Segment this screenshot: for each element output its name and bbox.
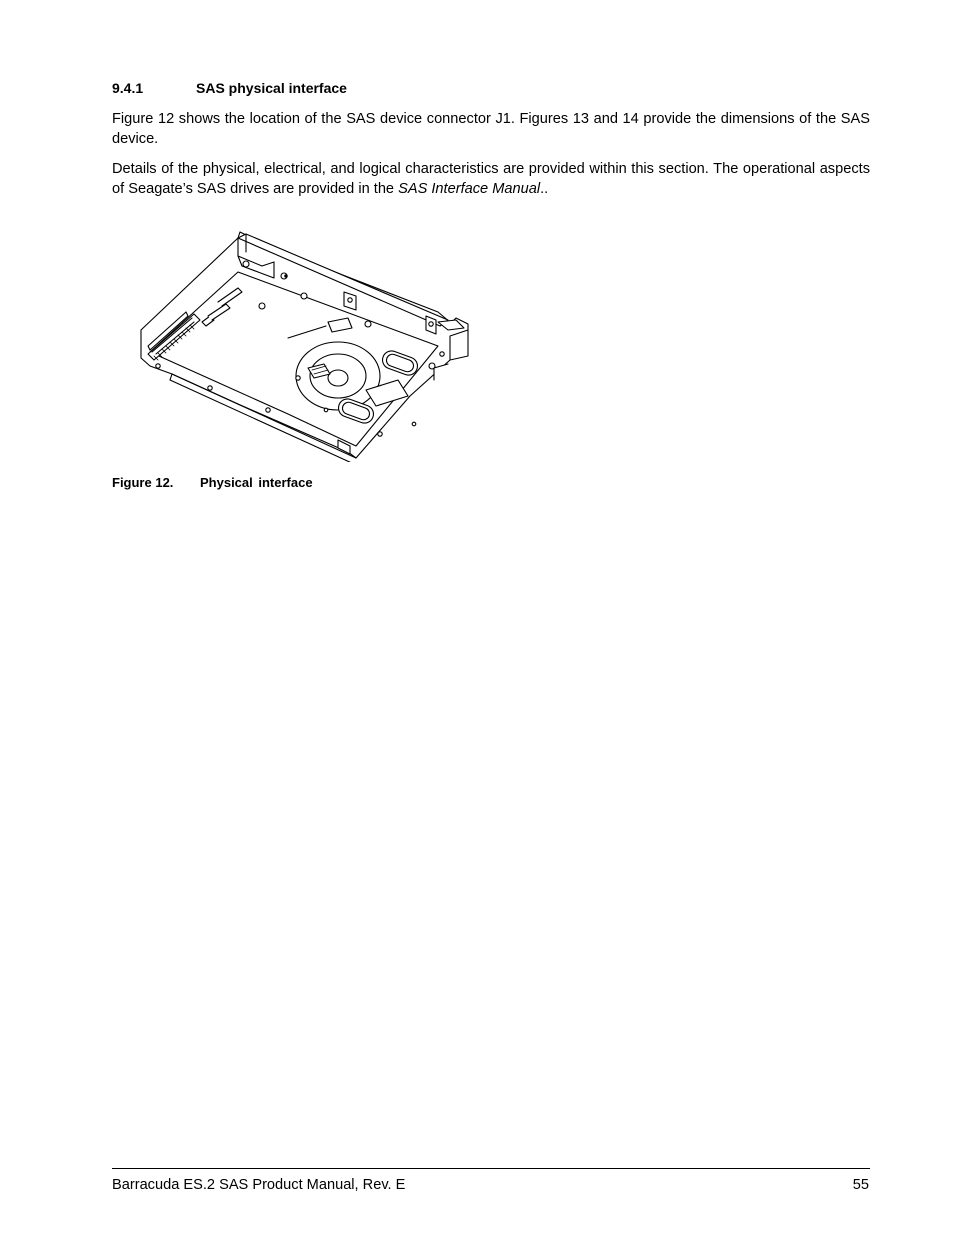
section-title: SAS physical interface — [196, 80, 347, 96]
figure-label: Figure 12. — [112, 475, 174, 490]
paragraph-end: .. — [540, 180, 549, 197]
paragraph-text: Details of the physical, electrical, and logical characteristics are provided within this section. The operational aspects of Seagate’s SAS drives are provided in the — [112, 161, 870, 197]
footer-manual-title: Barracuda ES.2 SAS Product Manual, Rev. E — [112, 1177, 406, 1193]
disk-drive-drawing-icon — [138, 226, 472, 462]
page-number: 55 — [852, 1177, 869, 1193]
section-number: 9.4.1 — [112, 80, 144, 96]
figure-caption-text: Physical interface — [200, 475, 313, 490]
manual-reference: SAS Interface Manual — [398, 180, 541, 197]
footer-divider — [112, 1168, 870, 1169]
paragraph-connector-location: Figure 12 shows the location of the SAS device connector J1. Figures 13 and 14 provide the dimensions of the SAS device. — [112, 111, 870, 147]
paragraph-characteristics — [112, 160, 870, 199]
